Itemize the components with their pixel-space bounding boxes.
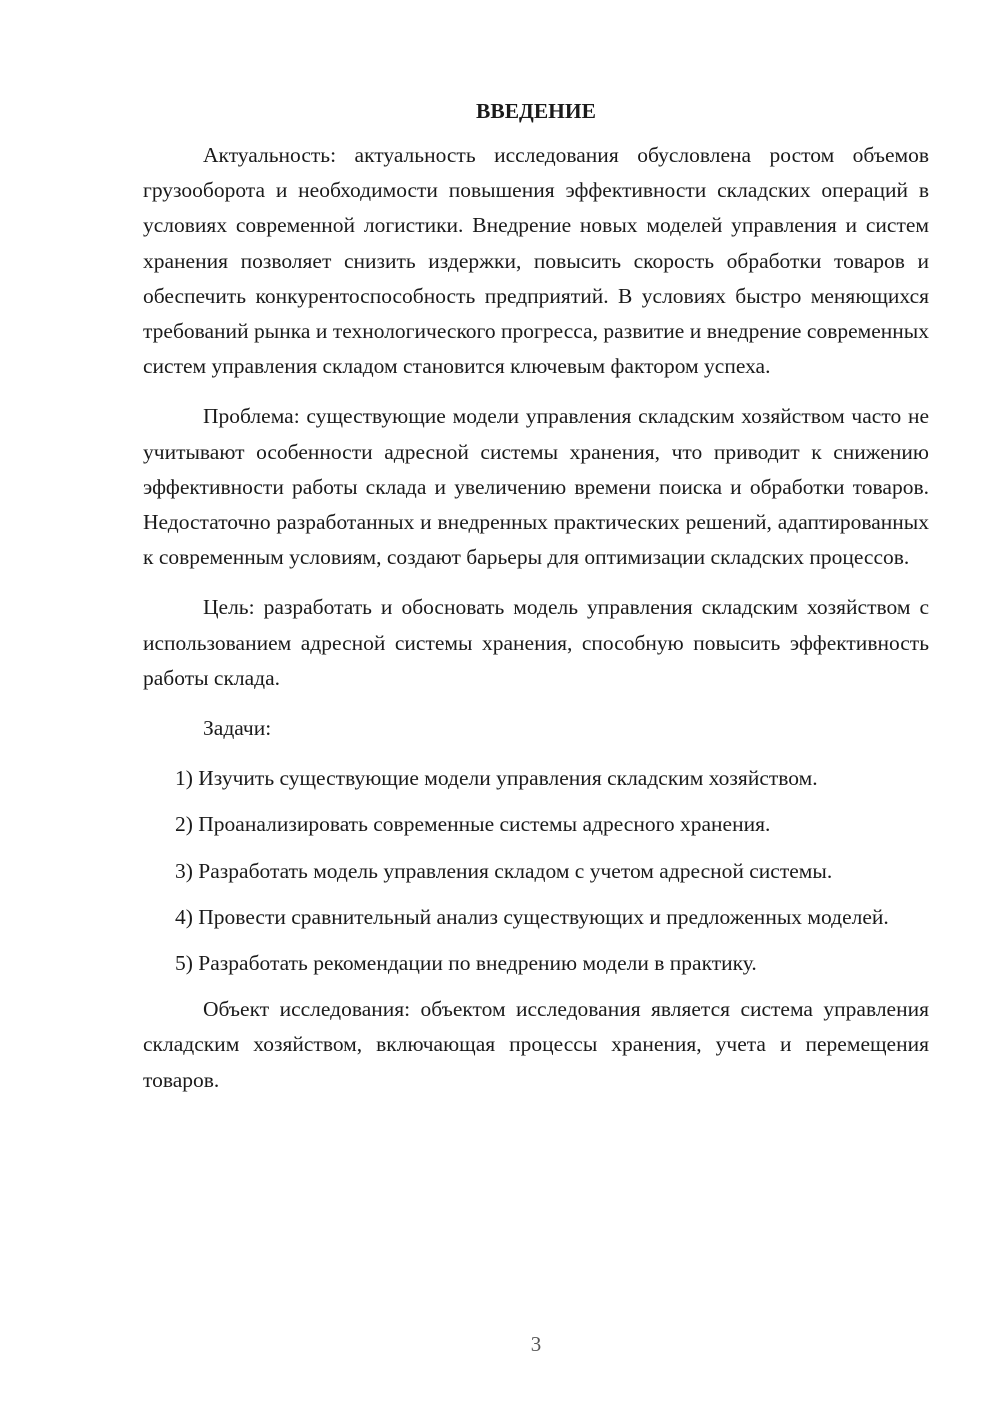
- relevance-paragraph: Актуальность: актуальность исследования обусловлена ростом объемов грузооборота и необходимости повышения эффективности складских операций в условиях современной логистики. Внедрение новых моделей управления и систем хранения позволяет снизить издержки, повысить скорость обработки товаров и обеспечить конкурентоспособность предприятий. В условиях быстро меняющихся требований рынка и технологического прогресса, развитие и внедрение современных систем управления складом становится ключевым фактором успеха.: [143, 143, 929, 379]
- object-paragraph: Объект исследования: объектом исследования является система управления складским хозяйством, включающая процессы хранения, учета и перемещения товаров.: [143, 997, 929, 1092]
- page-number: 3: [530, 1332, 542, 1356]
- page-body: [143, 94, 929, 1113]
- tasks-heading: Задачи:: [203, 716, 272, 741]
- task-item-4: 4) Провести сравнительный анализ существующих и предложенных моделей.: [175, 904, 889, 929]
- task-item-2: 2) Проанализировать современные системы адресного хранения.: [175, 812, 771, 837]
- section-title: ВВЕДЕНИЕ: [476, 99, 596, 123]
- task-item-5: 5) Разработать рекомендации по внедрению модели в практику.: [175, 951, 757, 976]
- task-item-1: 1) Изучить существующие модели управления складским хозяйством.: [175, 766, 818, 791]
- task-item-3: 3) Разработать модель управления складом с учетом адресной системы.: [175, 858, 833, 883]
- goal-paragraph: Цель: разработать и обосновать модель управления складским хозяйством с использованием адресной системы хранения, способную повысить эффективность работы склада.: [143, 595, 929, 690]
- problem-paragraph: Проблема: существующие модели управления складским хозяйством часто не учитывают особенности адресной системы хранения, что приводит к снижению эффективности работы склада и увеличению времени поиска и обработки товаров. Недостаточно разработанных и внедренных практических решений, адаптированных к современным условиям, создают барьеры для оптимизации складских процессов.: [143, 404, 929, 570]
